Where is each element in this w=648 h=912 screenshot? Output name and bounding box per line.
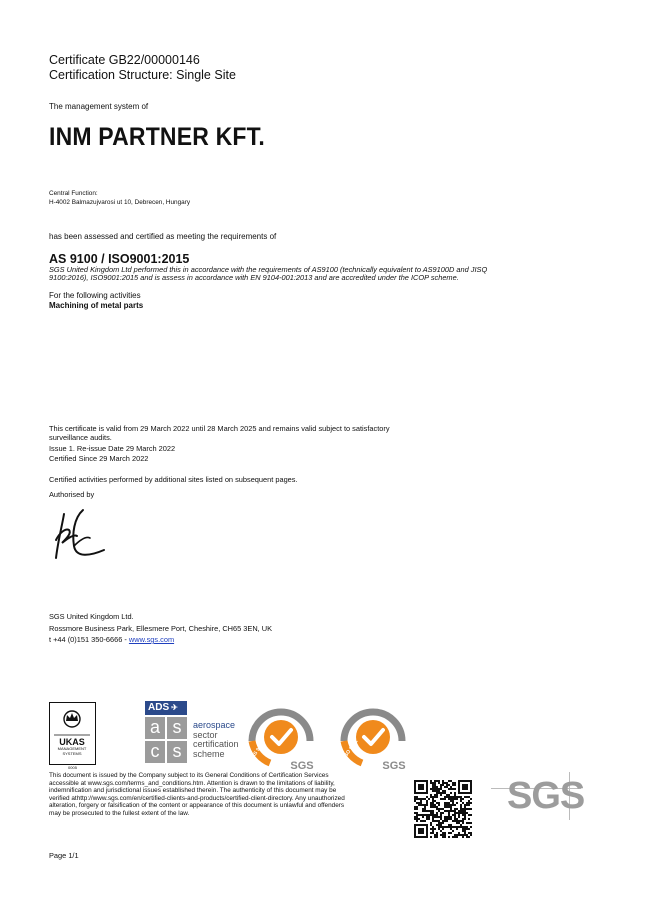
certification-structure: Certification Structure: Single Site xyxy=(49,68,236,82)
ascs-c: c xyxy=(145,741,165,763)
disclaimer-line: verified athttp://www.sgs.com/en/certified-clients-and-products/certified-client-directory. Any unauthorized xyxy=(49,794,345,802)
disclaimer-line: accessible at www.sgs.com/terms_and_conditions.htm. Attention is drawn to the limitations of liability, xyxy=(49,779,335,787)
additional-sites-note: Certified activities performed by additional sites listed on subsequent pages. xyxy=(49,475,298,484)
issuer-address: Rossmore Business Park, Ellesmere Port, Cheshire, CH65 3EN, UK xyxy=(49,624,273,633)
issuer-phone: t +44 (0)151 350-6666 - xyxy=(49,635,129,644)
qr-code-icon[interactable] xyxy=(414,780,472,838)
standard-note-line2: 9100:2016), ISO9001:2015 and is assess in accordance with EN 9104-001:2013 and are accredited under the ICOP scheme. xyxy=(49,273,459,282)
sgs-as9100-seal xyxy=(244,697,318,771)
certified-since: Certified Since 29 March 2022 xyxy=(49,454,149,463)
seal1-side-text: AS 9100 xyxy=(250,740,267,760)
sgs-logo xyxy=(489,770,583,822)
ukas-number: 0005 xyxy=(68,765,77,770)
central-function-label: Central Function: xyxy=(49,190,98,197)
disclaimer-line: alteration, forgery or falsification of the content or appearance of this document is unlawful and offenders xyxy=(49,802,345,810)
ascs-caption xyxy=(193,721,239,759)
seal2-side-text: ISO 9001 xyxy=(342,738,360,760)
ukas-sub2: SYSTEMS xyxy=(62,751,82,756)
disclaimer-line: indemnification and jurisdictional issues established therein. The authenticity of this document may be xyxy=(49,787,337,795)
ascs-logo xyxy=(145,717,187,763)
ads-text: ADS xyxy=(148,702,170,713)
seal2-brand: SGS xyxy=(382,760,406,771)
activities-label: For the following activities xyxy=(49,291,141,300)
central-function-address: H-4002 Balmazujvarosi ut 10, Debrecen, Hungary xyxy=(49,199,191,206)
standard-note-line1: SGS United Kingdom Ltd performed this in accordance with the requirements of AS9100 (technically equivalent to AS9100D and JISQ xyxy=(49,265,488,274)
disclaimer xyxy=(49,772,345,818)
ascs-line4: scheme xyxy=(193,748,225,759)
ukas-logo xyxy=(49,702,96,765)
seal2-top-text: SYSTEM CERTIFICATION xyxy=(345,703,401,708)
ascs-line2: sector xyxy=(193,729,218,740)
disclaimer-line: may be prosecuted to the fullest extent of the law. xyxy=(49,809,190,817)
validity-line2: surveillance audits. xyxy=(49,433,112,442)
issue-date: Issue 1. Re-issue Date 29 March 2022 xyxy=(49,444,176,453)
sgs-iso9001-seal xyxy=(336,697,410,771)
certificate-number: Certificate GB22/00000146 xyxy=(49,53,200,67)
seal1-brand: SGS xyxy=(290,760,314,771)
ascs-line1: aerospace xyxy=(193,720,236,730)
page-number: Page 1/1 xyxy=(49,851,79,860)
ukas-text: UKAS xyxy=(59,737,85,747)
authorised-by-label: Authorised by xyxy=(49,490,95,499)
sgs-logo-text: SGS xyxy=(507,775,585,817)
assessed-text: has been assessed and certified as meeting the requirements of xyxy=(49,232,277,241)
standard-title: AS 9100 / ISO9001:2015 xyxy=(49,252,190,266)
ads-plane-icon: ✈ xyxy=(171,703,178,712)
disclaimer-line: This document is issued by the Company subject to its General Conditions of Certification Services xyxy=(49,772,329,779)
signature xyxy=(50,506,106,566)
ukas-sub1: MANAGEMENT xyxy=(57,746,87,751)
intro-text: The management system of xyxy=(49,102,149,111)
seal1-top-text: SYSTEM CERTIFICATION xyxy=(253,703,309,708)
issuer-website-link[interactable]: www.sgs.com xyxy=(128,635,175,644)
issuer-name: SGS United Kingdom Ltd. xyxy=(49,612,134,621)
ascs-s1: s xyxy=(167,717,187,739)
activities-value: Machining of metal parts xyxy=(49,301,144,310)
validity-line1: This certificate is valid from 29 March 2022 until 28 March 2025 and remains valid subject to satisfactory xyxy=(49,424,390,433)
ascs-a: a xyxy=(145,717,165,739)
issuer-contact xyxy=(49,636,174,645)
company-name: INM PARTNER KFT. xyxy=(49,123,265,151)
ascs-line3: certification xyxy=(193,739,239,749)
ascs-s2: s xyxy=(167,741,187,763)
ads-logo xyxy=(145,701,187,715)
